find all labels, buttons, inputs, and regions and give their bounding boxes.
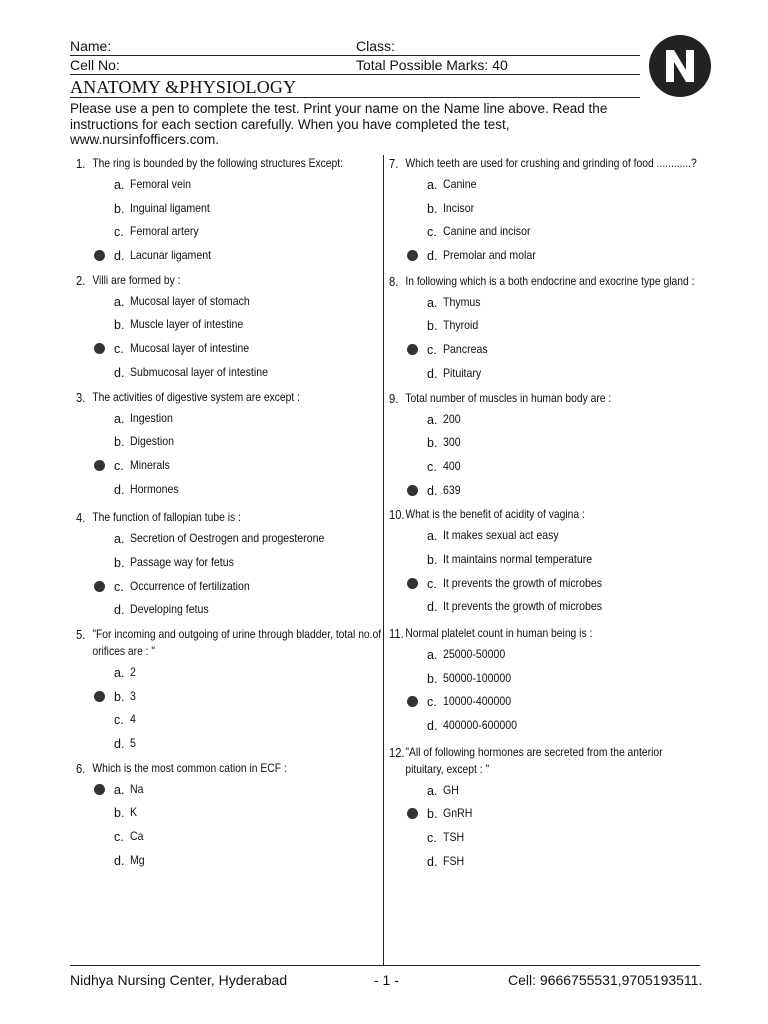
instructions: Please use a pen to complete the test. Print your name on the Name line above. Read the instructions for each section carefully. When you have completed the test, www.nursinfofficers.com. <box>70 101 608 147</box>
option-label: b. <box>114 555 125 570</box>
answer-option[interactable] <box>76 803 376 827</box>
question-line <box>389 506 698 523</box>
option-text: 2 <box>130 665 136 679</box>
question-text: The ring is bounded by the following structures Except: <box>92 156 344 170</box>
question-line <box>389 390 698 407</box>
answer-option[interactable] <box>76 222 376 246</box>
question-text: Which is the most common cation in ECF : <box>92 760 287 775</box>
option-label: c. <box>427 459 437 474</box>
question <box>76 760 376 875</box>
answer-option[interactable] <box>389 410 689 434</box>
question-line <box>389 625 698 642</box>
answer-option[interactable] <box>389 175 689 199</box>
option-label: d. <box>427 719 438 734</box>
nursing-n-logo-icon <box>647 33 713 99</box>
question-number: 1. <box>76 156 86 171</box>
name-label: Name: <box>70 38 112 54</box>
question-text: In following which is a both endocrine and exocrine type gland : <box>405 273 695 288</box>
question <box>76 509 376 624</box>
question-line <box>389 273 698 290</box>
question-number: 12. <box>389 744 405 760</box>
option-label: d. <box>114 737 125 752</box>
cell-line <box>70 74 640 75</box>
option-label: a. <box>114 294 125 309</box>
option-text: FSH <box>443 853 465 868</box>
option-label: b. <box>114 806 125 821</box>
question-text: The activities of digestive system are except : <box>92 389 300 404</box>
answer-option[interactable] <box>389 716 689 740</box>
option-text: Secretion of Oestrogen and progesterone <box>130 531 325 546</box>
answer-option[interactable] <box>389 433 689 457</box>
question <box>76 626 382 758</box>
option-label: d. <box>427 854 438 869</box>
option-text: 400000-600000 <box>443 718 518 733</box>
question-line <box>76 626 385 660</box>
question-number: 7. <box>389 156 399 171</box>
question-line <box>76 509 385 526</box>
option-label: b. <box>114 201 125 216</box>
answer-option[interactable] <box>76 780 376 804</box>
question-text: Which teeth are used for crushing and grinding of food ............? <box>405 156 697 170</box>
option-label: c. <box>427 831 437 846</box>
option-label: b. <box>114 435 125 450</box>
option-label: a. <box>114 782 125 797</box>
option-label: c. <box>427 343 437 358</box>
footer-center-name: Nidhya Nursing Center, Hyderabad <box>70 972 288 988</box>
question-number: 4. <box>76 510 86 526</box>
question <box>389 625 689 740</box>
answer-option[interactable] <box>389 692 689 716</box>
question-text: What is the benefit of acidity of vagina : <box>405 507 585 522</box>
option-label: c. <box>427 695 437 710</box>
option-text: Pancreas <box>443 342 488 357</box>
option-text: Submucosal layer of intestine <box>130 364 268 379</box>
question <box>76 155 376 270</box>
question <box>389 273 695 388</box>
option-text: Ingestion <box>130 410 173 425</box>
question-number: 5. <box>76 627 86 642</box>
answer-option[interactable] <box>389 457 689 481</box>
option-label: b. <box>427 436 438 451</box>
question-text: "For incoming and outgoing of urine through bladder, total no.of orifices are : " <box>92 627 382 658</box>
question <box>76 389 376 504</box>
subject-title: ANATOMY &PHYSIOLOGY <box>70 77 297 97</box>
answer-option[interactable] <box>389 222 689 246</box>
option-text: GH <box>443 782 459 797</box>
question-text: The function of fallopian tube is : <box>92 510 241 525</box>
selected-answer-dot-icon <box>407 696 418 707</box>
answer-option[interactable] <box>76 577 376 601</box>
selected-answer-dot-icon <box>94 343 105 354</box>
selected-answer-dot-icon <box>407 344 418 355</box>
question <box>76 272 376 387</box>
option-text: Inguinal ligament <box>130 200 210 215</box>
option-text: Occurrence of fertilization <box>130 578 250 593</box>
subject-line <box>70 97 640 98</box>
right-questions-column <box>389 155 697 884</box>
option-text: It prevents the growth of microbes <box>443 599 603 614</box>
answer-option[interactable] <box>389 316 689 340</box>
answer-option[interactable] <box>76 687 376 711</box>
option-text: 200 <box>443 411 461 426</box>
selected-answer-dot-icon <box>94 581 105 592</box>
option-label: a. <box>427 178 438 192</box>
option-label: d. <box>427 249 438 264</box>
answer-option[interactable] <box>76 529 376 553</box>
option-text: 300 <box>443 435 461 450</box>
selected-answer-dot-icon <box>407 250 418 261</box>
option-label: b. <box>114 689 125 704</box>
option-label: d. <box>114 853 125 868</box>
answer-option[interactable] <box>389 293 689 317</box>
question-line <box>76 272 385 289</box>
option-text: 639 <box>443 482 461 497</box>
option-label: c. <box>427 225 437 240</box>
answer-option[interactable] <box>76 553 376 577</box>
answer-option[interactable] <box>76 199 376 223</box>
option-text: Mg <box>130 852 145 867</box>
option-text: 25000-50000 <box>443 647 506 661</box>
question-text: Total number of muscles in human body are : <box>405 390 612 405</box>
answer-option[interactable] <box>76 600 376 624</box>
selected-answer-dot-icon <box>94 460 105 471</box>
option-text: Thyroid <box>443 318 479 333</box>
answer-option[interactable] <box>389 340 689 364</box>
option-text: 400 <box>443 458 461 473</box>
selected-answer-dot-icon <box>407 485 418 496</box>
answer-option[interactable] <box>76 432 376 456</box>
option-label: a. <box>114 411 125 426</box>
option-text: GnRH <box>443 806 473 821</box>
answer-option[interactable] <box>76 456 376 480</box>
option-text: Mucosal layer of stomach <box>130 293 250 308</box>
option-text: Lacunar ligament <box>130 248 212 263</box>
option-label: b. <box>427 671 438 686</box>
option-label: a. <box>427 783 438 798</box>
option-label: b. <box>427 807 438 822</box>
selected-answer-dot-icon <box>407 808 418 819</box>
selected-answer-dot-icon <box>94 250 105 261</box>
option-text: 4 <box>130 712 136 727</box>
option-text: Mucosal layer of intestine <box>130 341 250 356</box>
answer-option[interactable] <box>76 409 376 433</box>
footer-page-number: - 1 - <box>374 972 399 988</box>
option-label: a. <box>114 666 125 680</box>
option-text: Pituitary <box>443 365 482 380</box>
option-label: d. <box>427 483 438 498</box>
question-text: Normal platelet count in human being is : <box>405 626 593 640</box>
option-label: a. <box>114 178 125 192</box>
footer-cell: Cell: 9666755531,9705193511. <box>508 972 703 988</box>
option-text: Canine and incisor <box>443 224 531 239</box>
cell-row <box>70 56 640 76</box>
option-text: It makes sexual act easy <box>443 528 559 543</box>
option-label: d. <box>114 249 125 264</box>
selected-answer-dot-icon <box>407 578 418 589</box>
answer-option[interactable] <box>389 828 689 852</box>
question-text: "All of following hormones are secreted from the anterior pituitary, except : " <box>405 744 663 776</box>
answer-option[interactable] <box>389 481 689 505</box>
answer-option[interactable] <box>389 781 689 805</box>
option-label: a. <box>427 648 438 662</box>
option-text: Minerals <box>130 457 170 472</box>
answer-option[interactable] <box>389 574 689 598</box>
question <box>389 155 697 270</box>
option-label: b. <box>427 552 438 567</box>
left-questions-column <box>76 155 382 883</box>
question-number: 8. <box>389 273 399 289</box>
answer-option[interactable] <box>76 827 376 851</box>
name-row <box>70 37 640 57</box>
option-label: c. <box>114 713 124 728</box>
question <box>389 506 689 621</box>
question-line <box>389 744 698 778</box>
answer-option[interactable] <box>76 734 376 758</box>
answer-option[interactable] <box>389 550 689 574</box>
option-text: Femoral vein <box>130 177 192 191</box>
answer-option[interactable] <box>389 597 689 621</box>
class-label: Class: <box>356 38 395 54</box>
option-text: Canine <box>443 177 477 191</box>
option-label: a. <box>114 532 125 547</box>
option-label: c. <box>114 342 124 357</box>
answer-option[interactable] <box>76 292 376 316</box>
option-text: TSH <box>443 830 465 845</box>
option-label: c. <box>114 830 124 845</box>
option-label: c. <box>427 576 437 591</box>
option-text: 5 <box>130 736 136 751</box>
answer-option[interactable] <box>389 645 689 669</box>
answer-option[interactable] <box>76 710 376 734</box>
option-text: Passage way for fetus <box>130 554 234 569</box>
option-label: d. <box>114 603 125 618</box>
answer-option[interactable] <box>76 339 376 363</box>
footer-line <box>70 965 700 966</box>
option-label: d. <box>427 366 438 381</box>
option-text: Muscle layer of intestine <box>130 317 244 332</box>
option-text: Thymus <box>443 294 481 309</box>
answer-option[interactable] <box>76 315 376 339</box>
question-line <box>76 389 385 406</box>
option-label: a. <box>427 529 438 544</box>
answer-option[interactable] <box>389 526 689 550</box>
option-label: b. <box>427 201 438 216</box>
question <box>389 744 689 876</box>
option-label: a. <box>427 412 438 427</box>
option-text: Premolar and molar <box>443 248 536 263</box>
question-number: 9. <box>389 390 399 406</box>
question-number: 3. <box>76 389 86 405</box>
option-label: d. <box>427 600 438 615</box>
answer-option[interactable] <box>76 663 376 687</box>
option-text: K <box>130 805 138 820</box>
total-marks-label: Total Possible Marks: 40 <box>356 57 508 73</box>
option-text: 10000-400000 <box>443 694 512 709</box>
selected-answer-dot-icon <box>94 784 105 795</box>
option-label: c. <box>114 579 124 594</box>
option-text: 50000-100000 <box>443 670 512 685</box>
option-label: b. <box>427 319 438 334</box>
option-text: Ca <box>130 829 144 844</box>
question-text: Villi are formed by : <box>92 272 181 287</box>
option-label: b. <box>114 318 125 333</box>
answer-option[interactable] <box>76 851 376 875</box>
cell-label: Cell No: <box>70 57 120 73</box>
option-text: It prevents the growth of microbes <box>443 575 603 590</box>
option-text: It maintains normal temperature <box>443 551 593 566</box>
option-label: c. <box>114 225 124 240</box>
answer-option[interactable] <box>389 804 689 828</box>
answer-option[interactable] <box>389 246 689 270</box>
option-text: Developing fetus <box>130 602 209 617</box>
option-label: d. <box>114 482 125 497</box>
answer-option[interactable] <box>389 669 689 693</box>
option-text: Incisor <box>443 200 475 215</box>
option-text: Digestion <box>130 434 175 449</box>
question-line <box>76 760 385 777</box>
option-text: Femoral artery <box>130 224 199 239</box>
answer-option[interactable] <box>76 480 376 504</box>
selected-answer-dot-icon <box>94 691 105 702</box>
option-label: c. <box>114 458 124 473</box>
option-label: a. <box>427 295 438 310</box>
option-text: Na <box>130 781 144 796</box>
question-number: 11. <box>389 626 404 641</box>
question-number: 10. <box>389 507 405 523</box>
option-text: Hormones <box>130 481 179 496</box>
answer-option[interactable] <box>76 246 376 270</box>
question <box>389 390 689 505</box>
answer-option[interactable] <box>389 852 689 876</box>
question-line <box>76 155 385 172</box>
question-number: 6. <box>76 760 86 776</box>
answer-option[interactable] <box>76 363 376 387</box>
option-label: d. <box>114 365 125 380</box>
answer-option[interactable] <box>389 364 689 388</box>
option-text: 3 <box>130 688 136 703</box>
answer-option[interactable] <box>76 175 376 199</box>
question-number: 2. <box>76 272 86 288</box>
answer-option[interactable] <box>389 199 689 223</box>
question-line <box>389 155 698 172</box>
